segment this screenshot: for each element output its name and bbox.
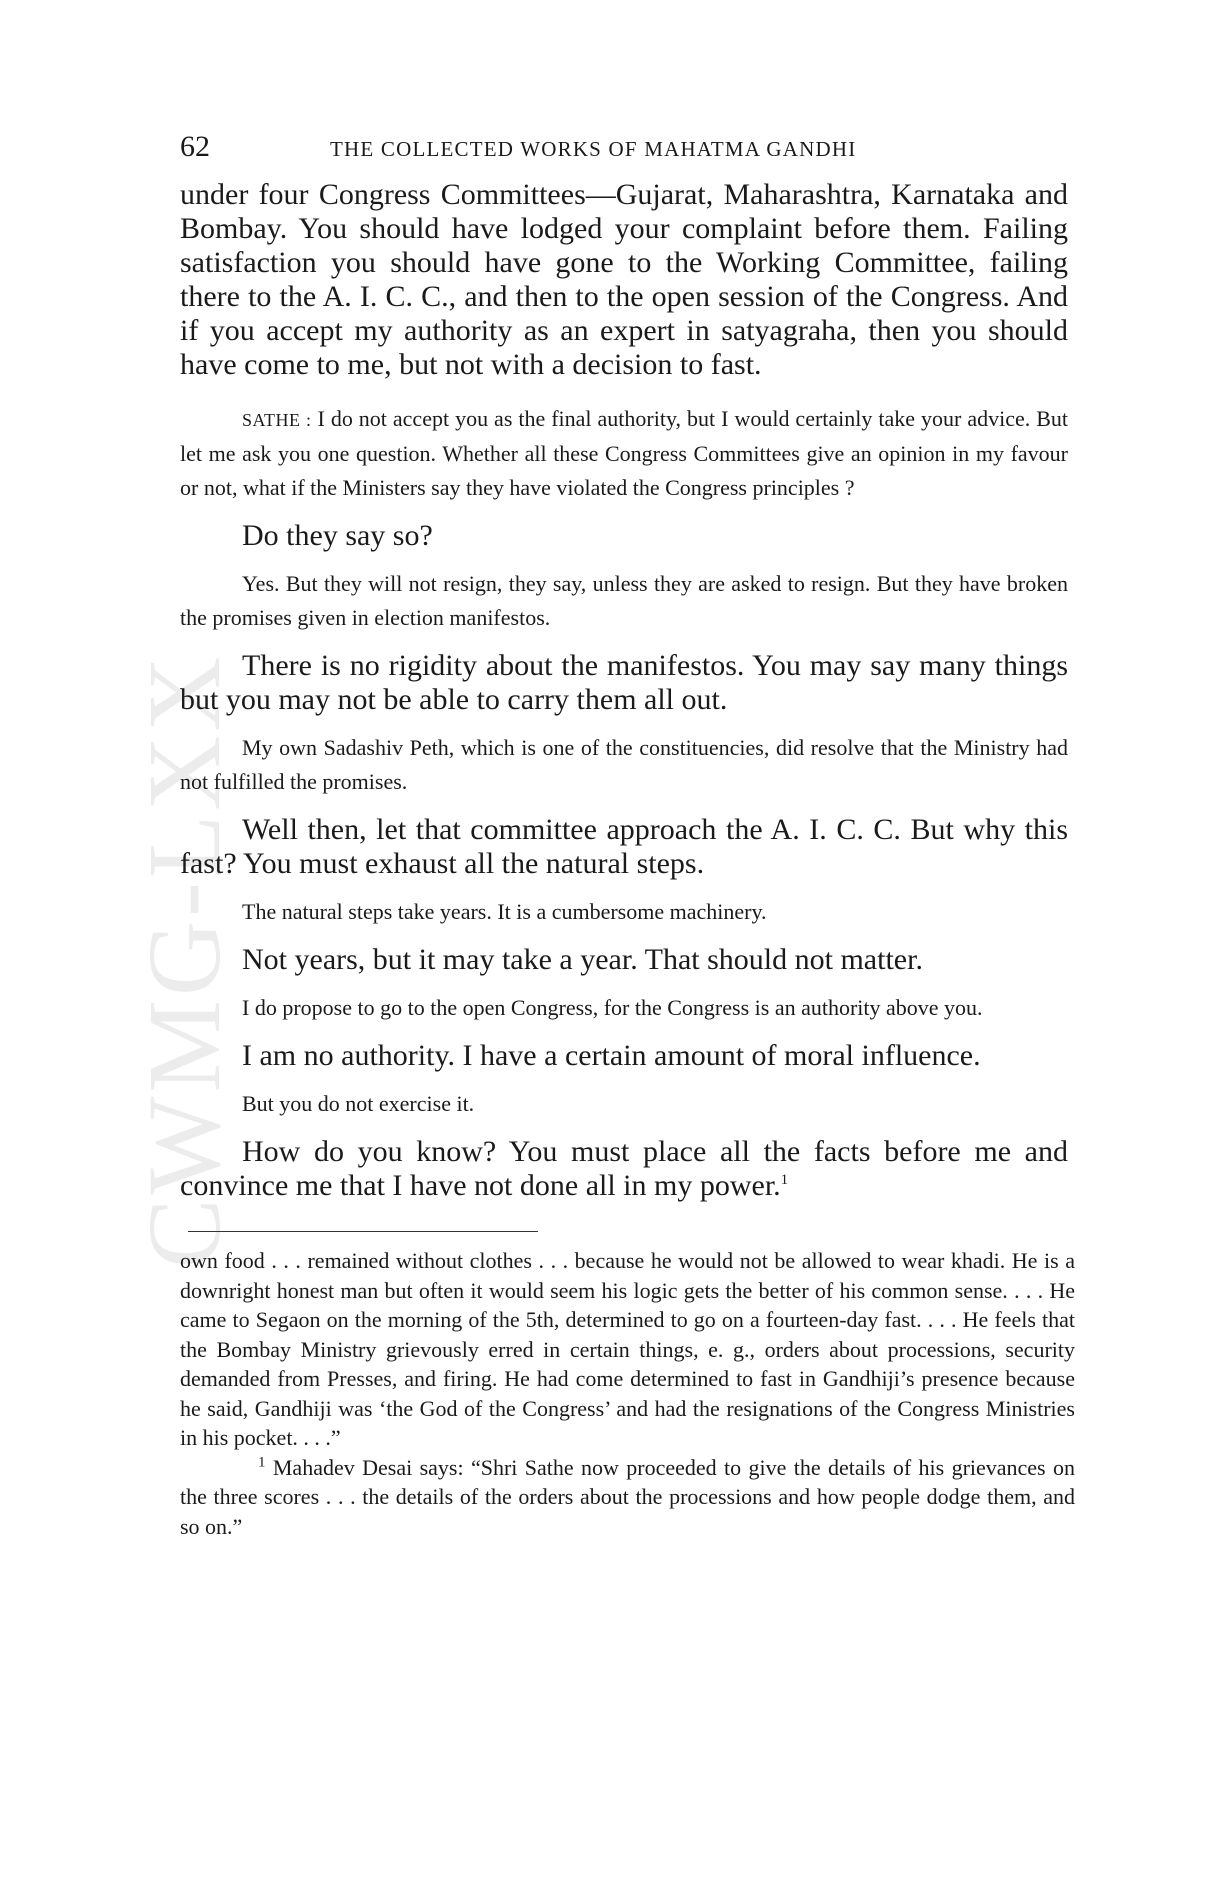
page-header xyxy=(180,130,1070,170)
paragraph-sathe-reply: The natural steps take years. It is a cumbersome machinery. xyxy=(242,899,767,924)
sathe-question-text: I do not accept you as the final authority, but I would certainly take your advice. But let me ask you one question. Whether all these Congress Committees give an opinion in my favour or not, what if the Ministers say they have violated the Congress principles ? xyxy=(180,406,1069,500)
footnote-marker: 1 xyxy=(258,1454,266,1471)
paragraph-sathe-reply: Yes. But they will not resign, they say, unless they are asked to resign. But they have broken the promises given in election manifestos. xyxy=(180,571,1068,630)
paragraph-gandhi-reply: I am no authority. I have a certain amount of moral influence. xyxy=(242,1039,981,1072)
footnote-continued: own food . . . remained without clothes . . . because he would not be allowed to wear khadi. He is a downright honest man but often it would seem his logic gets the better of his common sense. . . . He came to Segaon on the morning of the 5th, determined to go on a fourteen-day fast. . . . He feels that the Bombay Ministry grievously erred in certain things, e. g., orders about processions, security demanded from Presses, and firing. He had come determined to fast in Gandhiji’s presence because he said, Gandhiji was ‘the God of the Congress’ and had the resignations of the Congress Ministries in his pocket. . . .” xyxy=(180,1248,1075,1450)
running-title: THE COLLECTED WORKS OF MAHATMA GANDHI xyxy=(330,137,857,161)
paragraph-gandhi-reply: Do they say so? xyxy=(242,519,433,552)
paragraph-sathe-reply: But you do not exercise it. xyxy=(242,1091,475,1116)
paragraph-gandhi-reply: Not years, but it may take a year. That should not matter. xyxy=(242,943,923,976)
paragraph-sathe-reply: I do propose to go to the open Congress, for the Congress is an authority above you. xyxy=(242,995,983,1020)
paragraph-sathe-question xyxy=(180,402,1068,505)
paragraph-gandhi-reply: There is no rigidity about the manifestos. You may say many things but you may not be able to carry them all out. xyxy=(180,649,1068,716)
page-number: 62 xyxy=(180,130,210,163)
footnotes xyxy=(180,1246,1075,1541)
paragraph-sathe-reply: My own Sadashiv Peth, which is one of the constituencies, did resolve that the Ministry had not fulfilled the promises. xyxy=(180,735,1068,794)
page-body xyxy=(180,178,1075,1541)
speaker-label-sathe: SATHE : xyxy=(242,410,312,430)
paragraph-gandhi-final xyxy=(180,1135,1068,1203)
paragraph-gandhi-reply: Well then, let that committee approach the A. I. C. C. But why this fast? You must exhaust all the natural steps. xyxy=(180,813,1068,880)
watermark: CWMG-LXX xyxy=(127,652,242,1268)
footnote-1-text: Mahadev Desai says: “Shri Sathe now proceeded to give the details of his grievances on the three scores . . . the details of the orders about the processions and how people dodge them, and so on.” xyxy=(180,1454,1075,1539)
footnote-divider xyxy=(188,1231,538,1232)
paragraph-gandhi-continued: under four Congress Committees—Gujarat, Maharashtra, Karnataka and Bombay. You should have lodged your complaint before them. Failing satisfaction you should have gone to the Working Committee, failing there to the A. I. C. C., and then to the open session of the Congress. And if you accept my authority as an expert in satyagraha, then you should have come to me, but not with a decision to fast. xyxy=(180,178,1068,381)
gandhi-final-text: How do you know? You must place all the facts before me and convince me that I have not done all in my power. xyxy=(180,1135,1068,1202)
footnote-reference: 1 xyxy=(780,1172,789,1188)
footnote-1 xyxy=(180,1453,1075,1542)
